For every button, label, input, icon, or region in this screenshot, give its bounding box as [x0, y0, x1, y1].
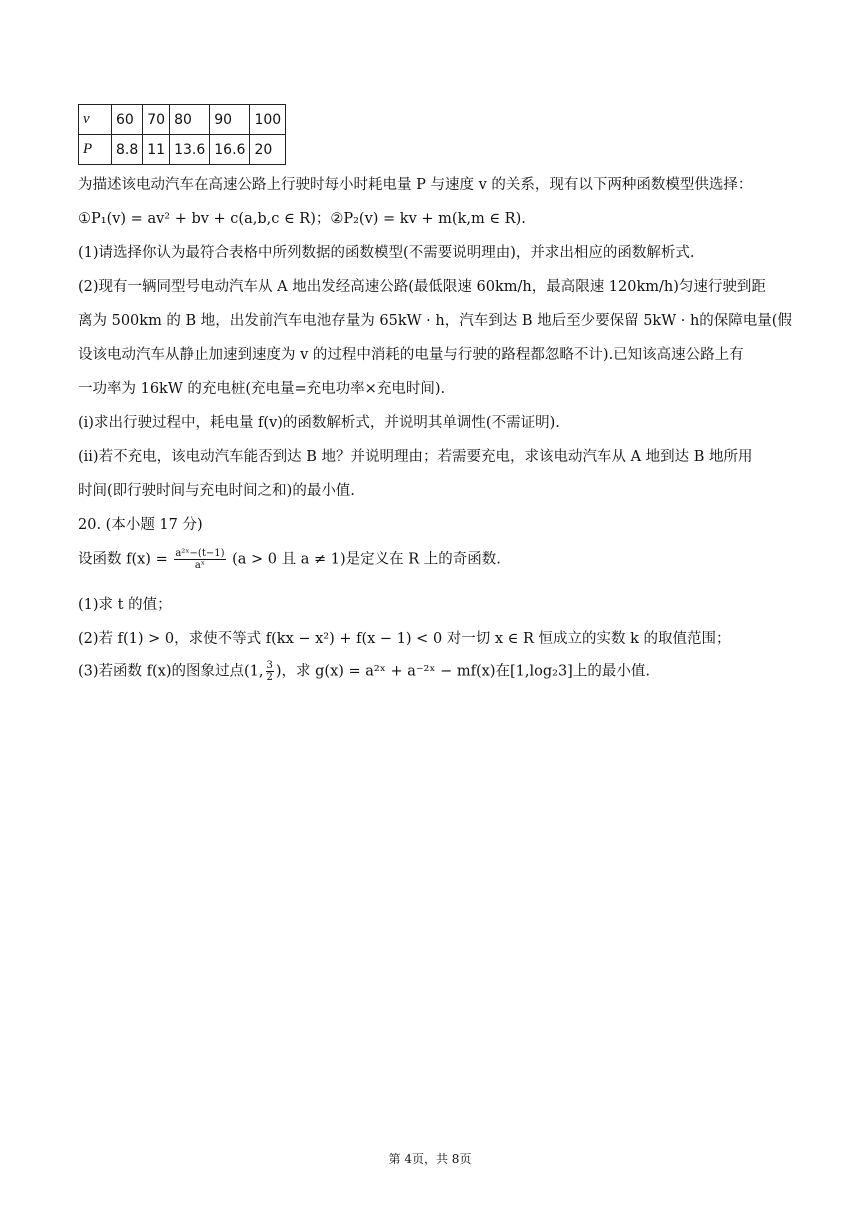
q20-def-prefix: 设函数 f(x) = [78, 551, 168, 568]
table-row [79, 135, 286, 165]
q20-part3-fraction [266, 660, 274, 683]
data-table [78, 104, 286, 165]
table-cell: 70 [143, 105, 170, 135]
q19-part2-line2: 离为 500km 的 B 地，出发前汽车电池存量为 65kW · h，汽车到达 B 地后至少要保留 5kW · h的保障电量(假 [78, 313, 792, 329]
table-cell: 20 [250, 135, 286, 165]
q20-definition [78, 548, 501, 571]
table-cell: 60 [112, 105, 143, 135]
q20-part2: (2)若 f(1) > 0，求使不等式 f(kx − x²) + f(x − 1) < 0 对一切 x ∈ R 恒成立的实数 k 的取值范围； [78, 631, 731, 647]
q19-part2-line4: 一功率为 16kW 的充电桩(充电量=充电功率×充电时间). [78, 381, 446, 397]
page-footer: 第 4页，共 8页 [388, 1152, 472, 1166]
q19-sub-ii-line1: (ii)若不充电，该电动汽车能否到达 B 地？并说明理由；若需要充电，求该电动汽车从 A 地到达 B 地所用 [78, 449, 753, 465]
q20-part3-suffix: )，求 g(x) = a²ˣ + a⁻²ˣ − mf(x)在[1,log₂3]上的最小值. [275, 663, 650, 680]
table-cell: 8.8 [112, 135, 143, 165]
q19-sub-ii-line2: 时间(即行驶时间与充电时间之和)的最小值. [78, 483, 355, 499]
q20-part1: (1)求 t 的值； [78, 597, 172, 613]
q19-sub-i: (i)求出行驶过程中，耗电量 f(v)的函数解析式，并说明其单调性(不需证明). [78, 415, 560, 431]
table-cell: 100 [250, 105, 286, 135]
q20-part3 [78, 660, 650, 683]
q20-header: 20. (本小题 17 分) [78, 517, 203, 533]
q19-part1: (1)请选择你认为最符合表格中所列数据的函数模型(不需要说明理由)，并求出相应的函数解析式. [78, 245, 695, 261]
q20-def-suffix: (a > 0 且 a ≠ 1)是定义在 R 上的奇函数. [232, 551, 501, 568]
q20-frac-numerator: a²ˣ−(t−1) [175, 548, 225, 559]
table-row [79, 105, 286, 135]
q19-models: ①P₁(v) = av² + bv + c(a,b,c ∈ R)；②P₂(v) = kv + m(k,m ∈ R). [78, 211, 526, 227]
table-cell: 90 [210, 105, 250, 135]
q20-part3-frac-numerator: 3 [266, 660, 273, 671]
q20-part3-prefix: (3)若函数 f(x)的图象过点(1, [78, 663, 264, 680]
q19-part2-line3: 设该电动汽车从静止加速到速度为 v 的过程中消耗的电量与行驶的路程都忽略不计).已知该高速公路上有 [78, 347, 744, 363]
table-cell: 13.6 [170, 135, 210, 165]
q20-fraction [174, 548, 225, 571]
q20-frac-denominator: aˣ [194, 560, 206, 571]
q19-intro: 为描述该电动汽车在高速公路上行驶时每小时耗电量 P 与速度 v 的关系，现有以下两种函数模型供选择： [78, 177, 753, 193]
q19-part2-line1: (2)现有一辆同型号电动汽车从 A 地出发经高速公路(最低限速 60km/h，最高限速 120km/h)匀速行驶到距 [78, 279, 766, 295]
q20-part3-frac-denominator: 2 [266, 672, 273, 683]
table-cell: 80 [170, 105, 210, 135]
row-label: P [79, 135, 112, 165]
table-cell: 16.6 [210, 135, 250, 165]
row-label: v [79, 105, 112, 135]
table-cell: 11 [143, 135, 170, 165]
